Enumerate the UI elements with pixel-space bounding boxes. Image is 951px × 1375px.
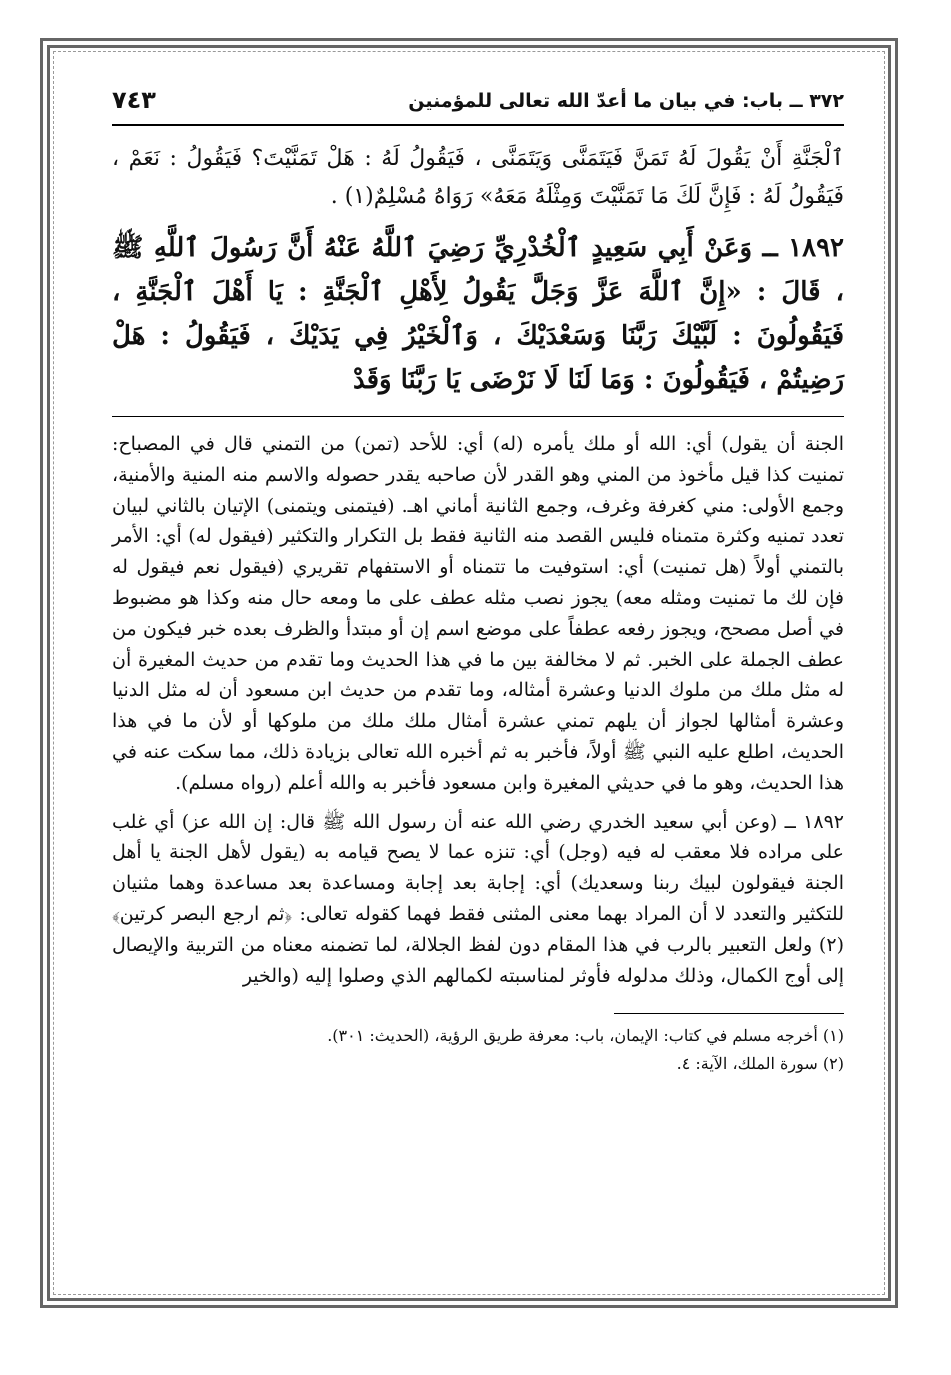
hadith-continuation: ٱلْجَنَّةِ أَنْ يَقُولَ لَهُ تَمَنَّ فَيَتَمَنَّى وَيَتَمَنَّى ، فَيَقُولُ لَهُ : هَلْ تَمَنَّيْتَ؟ فَيَقُولُ : نَعَمْ ، فَيَقُولُ لَهُ : فَإِنَّ لَكَ مَا تَمَنَّيْتَ وَمِثْلَهُ مَعَهُ» رَوَاهُ مُسْلِمٌ(١) . bbox=[112, 146, 844, 209]
page-content bbox=[112, 86, 844, 1078]
footnote-item: (٢) سورة الملك، الآية: ٤. bbox=[676, 1054, 844, 1074]
footnote-divider bbox=[614, 1013, 844, 1014]
commentary-paragraph: الجنة أن يقول) أي: الله أو ملك يأمره (له) أي: للأحد (تمن) من التمني قال في المصباح: تمنيت كذا قيل مأخوذ من المني وهو القدر لأن صاحبه يقدر حصوله والاسم منه المنية والأمنية، وجمع الأولى: مني كغرفة وغرف، وجمع الثانية أماني اهـ. (فيتمنى ويتمنى) الإتيان بالثاني لبيان تعدد تمنيه وكثرة متمناه فليس القصد منه الثانية فقط بل التكرار والتكثير (فيقول له) أي: الأمر بالتمني أولاً (هل تمنيت) أي: استوفيت ما تتمناه أو الاستفهام تقريري (فيقول نعم فيقول له فإن لك ما تمنيت ومثله معه) يجوز نصب مثله عطف على ما ومعه حال منه وكذا هو مضبوط في أصل مصحح، ويجوز رفعه عطفاً على موضع اسم إن أو مبتدأ والظرف بعده خبر فيكون من عطف الجملة على الخبر. ثم لا مخالفة بين ما في هذا الحديث وما تقدم من حديث المغيرة أن له مثل ملك من ملوك الدنيا وعشرة أمثاله، وما تقدم من حديث ابن مسعود أن له مثل الدنيا وعشرة أمثالها لجواز أن يلهم تمني عشرة أمثال ملك ملك من ملوكها أو لأن ما في هذا الحديث، اطلع عليه النبي ﷺ أولاً، فأخبر به ثم أخبره الله تعالى بزيادة ذلك، مما سكت عنه في هذا الحديث، وهو ما في حديثي المغيرة وابن مسعود فأخبر به والله أعلم (رواه مسلم). bbox=[112, 433, 844, 794]
chapter-title: ٣٧٢ ــ باب: في بيان ما أعدّ الله تعالى للمؤمنين bbox=[408, 90, 844, 112]
page-number: ٧٤٣ bbox=[112, 86, 156, 114]
text-divider bbox=[112, 416, 844, 417]
footnote-item: (١) أخرجه مسلم في كتاب: الإيمان، باب: معرفة طريق الرؤية، (الحديث: ٣٠١). bbox=[327, 1026, 844, 1046]
commentary-paragraph: ١٨٩٢ ــ (وعن أبي سعيد الخدري رضي الله عنه أن رسول الله ﷺ قال: إن الله عز) أي غلب على مراده فلا معقب له فيه (وجل) أي: تنزه عما لا يصح قيامه به (يقول لأهل الجنة يا أهل الجنة فيقولون لبيك ربنا وسعديك) أي: إجابة بعد إجابة ومساعدة بعد مساعدة وهما مثنيان للتكثير والتعدد لا أن المراد بهما معنى المثنى فقط فهما كقوله تعالى: ﴿ثم ارجع البصر كرتين﴾(٢) ولعل التعبير بالرب في هذا المقام دون لفظ الجلالة، لما تضمنه معناه من التربية والإيصال إلى أوج الكمال، وذلك مدلوله فأوثر لمناسبته لكمالهم الذي وصلوا إليه (والخير bbox=[112, 810, 845, 987]
footnotes bbox=[112, 1022, 844, 1078]
commentary bbox=[112, 429, 844, 991]
running-header bbox=[112, 86, 844, 126]
hadith-1892-text: ١٨٩٢ ــ وَعَنْ أَبِي سَعِيدٍ ٱلْخُدْرِيِّ رَضِيَ ٱللَّهُ عَنْهُ أَنَّ رَسُولَ ٱللَّهِ ﷺ ، قَالَ : «إِنَّ ٱللَّهَ عَزَّ وَجَلَّ يَقُولُ لِأَهْلِ ٱلْجَنَّةِ : يَا أَهْلَ ٱلْجَنَّةِ ، فَيَقُولُونَ : لَبَّيْكَ رَبَّنَا وَسَعْدَيْكَ ، وَٱلْخَيْرُ فِي يَدَيْكَ ، فَيَقُولُ : هَلْ رَضِيتُمْ ، فَيَقُولُونَ : وَمَا لَنَا لَا نَرْضَى يَا رَبَّنَا وَقَدْ bbox=[112, 233, 844, 395]
